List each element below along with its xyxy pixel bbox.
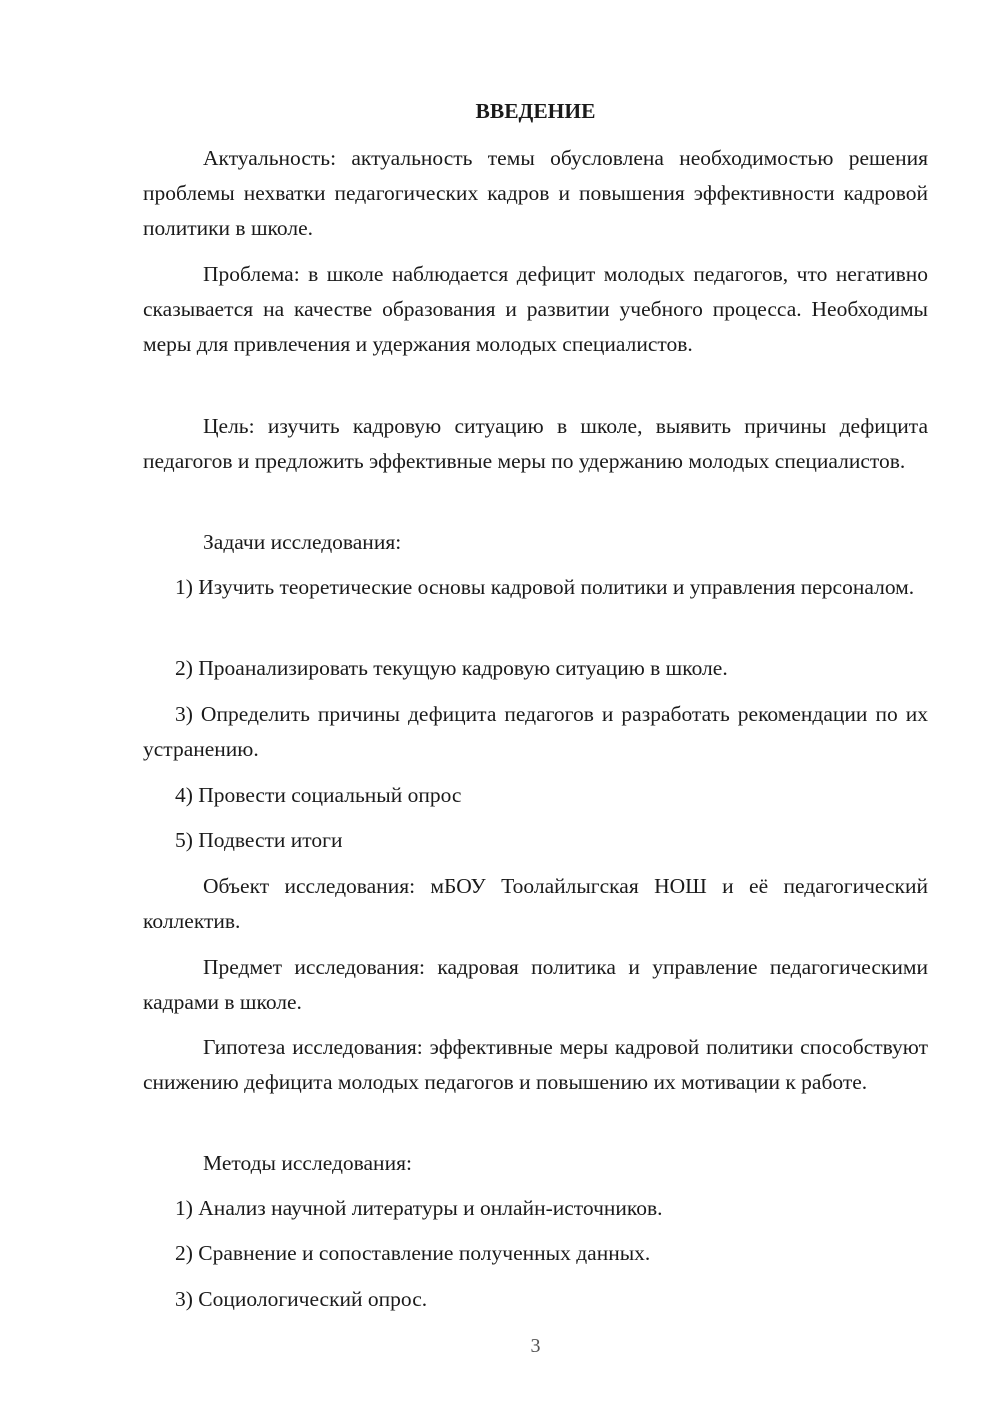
tasks-heading: Задачи исследования: (203, 530, 402, 554)
method-item: 3) Социологический опрос. (175, 1287, 428, 1311)
method-item: 2) Сравнение и сопоставление полученных данных. (175, 1241, 651, 1265)
paragraph-relevance: Актуальность: актуальность темы обусловлена необходимостью решения проблемы нехватки педагогических кадров и повышения эффективности кадровой политики в школе. (143, 146, 928, 240)
task-item: 1) Изучить теоретические основы кадровой политики и управления персоналом. (175, 575, 915, 599)
task-item: 3) Определить причины дефицита педагогов и разработать рекомендации по их устранению. (143, 702, 928, 761)
paragraph-problem: Проблема: в школе наблюдается дефицит молодых педагогов, что негативно сказывается на качестве образования и развитии учебного процесса. Необходимы меры для привлечения и удержания молодых специалистов. (143, 262, 928, 356)
method-item: 1) Анализ научной литературы и онлайн-источников. (175, 1196, 663, 1220)
task-item: 4) Провести социальный опрос (175, 783, 462, 807)
methods-heading: Методы исследования: (203, 1151, 412, 1175)
paragraph-subject: Предмет исследования: кадровая политика и управление педагогическими кадрами в школе. (143, 955, 928, 1014)
paragraph-hypothesis: Гипотеза исследования: эффективные меры кадровой политики способствуют снижению дефицита молодых педагогов и повышению их мотивации к работе. (143, 1035, 928, 1094)
task-item: 5) Подвести итоги (175, 828, 343, 852)
task-item: 2) Проанализировать текущую кадровую ситуацию в школе. (175, 656, 728, 680)
page-title: ВВЕДЕНИЕ (475, 99, 596, 123)
paragraph-object: Объект исследования: мБОУ Тоолайлыгская НОШ и её педагогический коллектив. (143, 874, 928, 933)
paragraph-goal: Цель: изучить кадровую ситуацию в школе, выявить причины дефицита педагогов и предложить эффективные меры по удержанию молодых специалистов. (143, 414, 928, 473)
page-number: 3 (530, 1335, 541, 1357)
